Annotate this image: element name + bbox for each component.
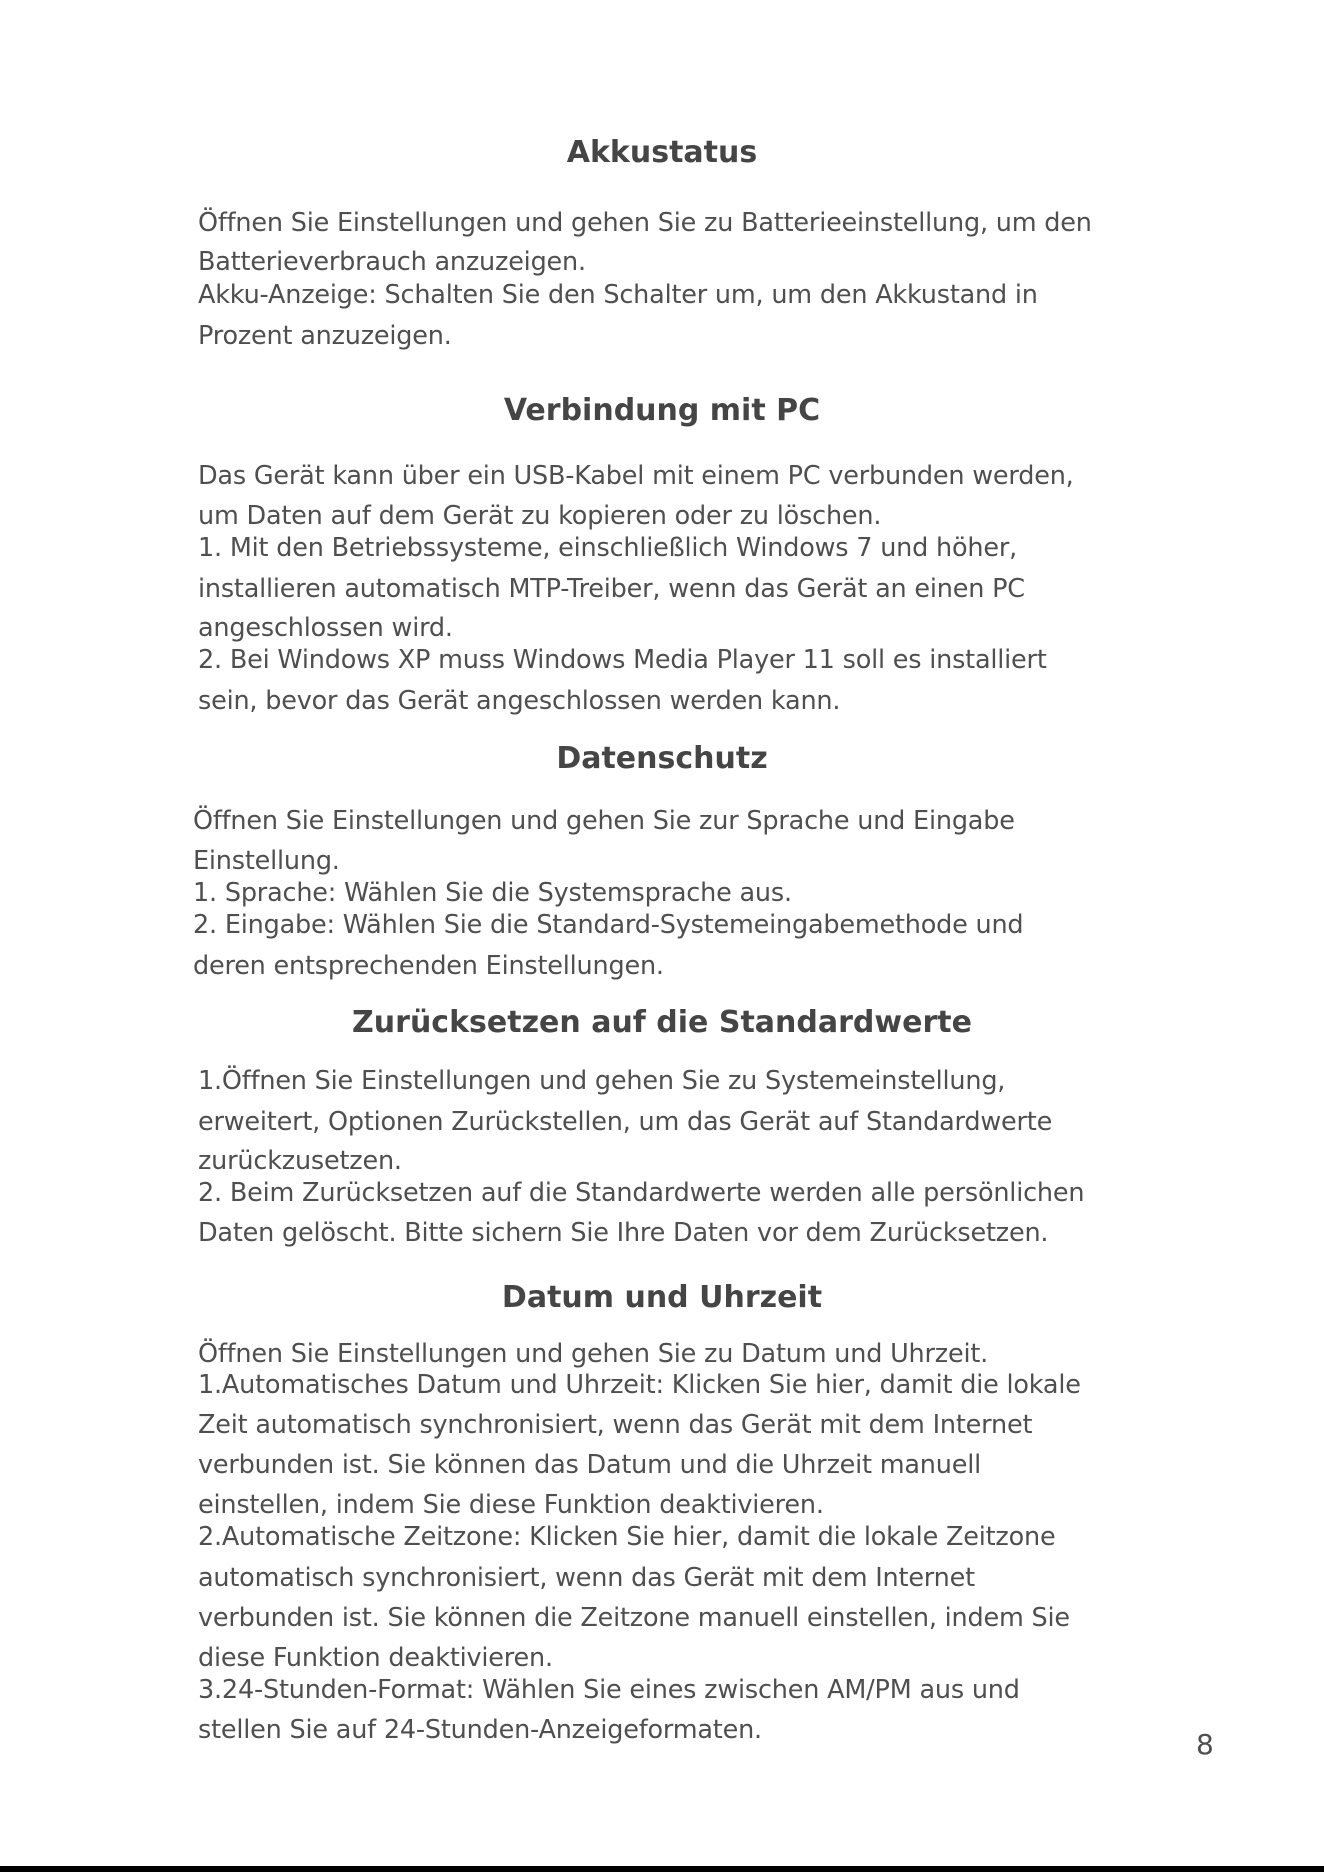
paragraph-line: 2. Eingabe: Wählen Sie die Standard-Systemeingabemethode und <box>193 910 1024 940</box>
paragraph-line: Das Gerät kann über ein USB-Kabel mit einem PC verbunden werden, <box>198 461 1074 491</box>
section-heading-verbindung-mit-pc: Verbindung mit PC <box>503 393 821 428</box>
paragraph-line: deren entsprechenden Einstellungen. <box>193 951 664 981</box>
paragraph-line: 2. Beim Zurücksetzen auf die Standardwerte werden alle persönlichen <box>198 1178 1085 1208</box>
paragraph-line: 3.24-Stunden-Format: Wählen Sie eines zwischen AM/PM aus und <box>198 1675 1020 1705</box>
section-heading-akkustatus: Akkustatus <box>566 135 758 170</box>
paragraph-line: installieren automatisch MTP-Treiber, wenn das Gerät an einen PC <box>198 574 1025 604</box>
paragraph-line: automatisch synchronisiert, wenn das Gerät mit dem Internet <box>198 1563 975 1593</box>
paragraph-line: Öffnen Sie Einstellungen und gehen Sie zu Datum und Uhrzeit. <box>198 1339 989 1369</box>
paragraph-line: Öffnen Sie Einstellungen und gehen Sie zu Batterieeinstellung, um den <box>198 208 1092 238</box>
paragraph-line: verbunden ist. Sie können das Datum und die Uhrzeit manuell <box>198 1450 981 1480</box>
paragraph-line: 1. Sprache: Wählen Sie die Systemsprache aus. <box>193 878 792 908</box>
paragraph-line: 2. Bei Windows XP muss Windows Media Player 11 soll es installiert <box>198 645 1047 675</box>
paragraph-line: Zeit automatisch synchronisiert, wenn das Gerät mit dem Internet <box>198 1410 1033 1440</box>
paragraph-line: sein, bevor das Gerät angeschlossen werden kann. <box>198 686 841 716</box>
section-heading-datenschutz: Datenschutz <box>556 741 768 776</box>
paragraph-line: Öffnen Sie Einstellungen und gehen Sie zur Sprache und Eingabe <box>193 806 1015 836</box>
paragraph-line: 1.Automatisches Datum und Uhrzeit: Klicken Sie hier, damit die lokale <box>198 1370 1081 1400</box>
paragraph-line: Daten gelöscht. Bitte sichern Sie Ihre Daten vor dem Zurücksetzen. <box>198 1218 1049 1248</box>
paragraph-line: Prozent anzuzeigen. <box>198 321 452 351</box>
page-number: 8 <box>1196 1728 1214 1761</box>
paragraph-line: einstellen, indem Sie diese Funktion deaktivieren. <box>198 1490 824 1520</box>
paragraph-line: zurückzusetzen. <box>198 1146 402 1176</box>
paragraph-line: Batterieverbrauch anzuzeigen. <box>198 247 586 277</box>
paragraph-line: erweitert, Optionen Zurückstellen, um das Gerät auf Standardwerte <box>198 1107 1053 1137</box>
paragraph-line: angeschlossen wird. <box>198 613 453 643</box>
paragraph-line: Akku-Anzeige: Schalten Sie den Schalter um, um den Akkustand in <box>198 280 1038 310</box>
page-bottom-edge <box>0 1866 1324 1872</box>
paragraph-line: 2.Automatische Zeitzone: Klicken Sie hier, damit die lokale Zeitzone <box>198 1522 1056 1552</box>
paragraph-line: um Daten auf dem Gerät zu kopieren oder zu löschen. <box>198 501 882 531</box>
paragraph-line: stellen Sie auf 24-Stunden-Anzeigeformaten. <box>198 1715 762 1745</box>
paragraph-line: diese Funktion deaktivieren. <box>198 1643 553 1673</box>
section-heading-datum-und-uhrzeit: Datum und Uhrzeit <box>501 1280 823 1315</box>
section-heading-zuruecksetzen: Zurücksetzen auf die Standardwerte <box>352 1005 972 1040</box>
paragraph-line: Einstellung. <box>193 846 340 876</box>
paragraph-line: 1.Öffnen Sie Einstellungen und gehen Sie zu Systemeinstellung, <box>198 1066 1006 1096</box>
paragraph-line: verbunden ist. Sie können die Zeitzone manuell einstellen, indem Sie <box>198 1603 1070 1633</box>
paragraph-line: 1. Mit den Betriebssysteme, einschließlich Windows 7 und höher, <box>198 533 1018 563</box>
